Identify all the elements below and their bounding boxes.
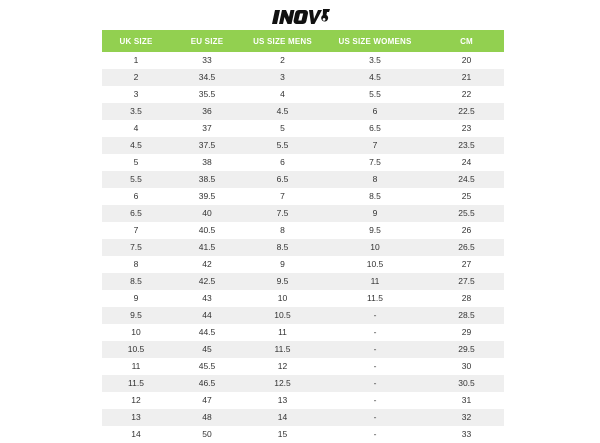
cell-us-size-mens: 10 [244,290,321,307]
cell-eu-size: 45.5 [170,358,244,375]
cell-uk-size: 11.5 [102,375,170,392]
cell-eu-size: 35.5 [170,86,244,103]
cell-cm: 24 [429,154,504,171]
cell-eu-size: 39.5 [170,188,244,205]
cell-cm: 22.5 [429,103,504,120]
cell-eu-size: 42 [170,256,244,273]
cell-us-size-mens: 9 [244,256,321,273]
cell-cm: 31 [429,392,504,409]
cell-cm: 32 [429,409,504,426]
cell-us-size-mens: 2 [244,52,321,69]
cell-us-size-mens: 5 [244,120,321,137]
cell-uk-size: 3 [102,86,170,103]
cell-us-size-womens: - [321,324,429,341]
cell-us-size-mens: 11 [244,324,321,341]
size-chart-table [102,30,504,443]
cell-us-size-womens: 11 [321,273,429,290]
table-row [102,86,504,103]
cell-cm: 20 [429,52,504,69]
table-row [102,154,504,171]
cell-us-size-mens: 7 [244,188,321,205]
cell-uk-size: 9.5 [102,307,170,324]
cell-eu-size: 41.5 [170,239,244,256]
table-row [102,256,504,273]
cell-cm: 26 [429,222,504,239]
cell-us-size-womens: 8 [321,171,429,188]
cell-eu-size: 34.5 [170,69,244,86]
table-row [102,324,504,341]
cell-uk-size: 13 [102,409,170,426]
cell-us-size-mens: 6.5 [244,171,321,188]
cell-us-size-mens: 14 [244,409,321,426]
cell-uk-size: 9 [102,290,170,307]
cell-us-size-mens: 4 [244,86,321,103]
cell-us-size-mens: 4.5 [244,103,321,120]
cell-us-size-womens: 8.5 [321,188,429,205]
cell-us-size-mens: 7.5 [244,205,321,222]
cell-cm: 28.5 [429,307,504,324]
cell-eu-size: 40.5 [170,222,244,239]
cell-cm: 22 [429,86,504,103]
cell-eu-size: 40 [170,205,244,222]
cell-uk-size: 7.5 [102,239,170,256]
cell-uk-size: 4.5 [102,137,170,154]
cell-eu-size: 38 [170,154,244,171]
cell-eu-size: 50 [170,426,244,443]
cell-us-size-womens: - [321,307,429,324]
cell-us-size-mens: 9.5 [244,273,321,290]
cell-uk-size: 11 [102,358,170,375]
column-header-uk-size: UK SIZE [102,30,170,52]
table-row [102,69,504,86]
cell-uk-size: 3.5 [102,103,170,120]
cell-cm: 30 [429,358,504,375]
cell-eu-size: 33 [170,52,244,69]
cell-eu-size: 44 [170,307,244,324]
cell-cm: 24.5 [429,171,504,188]
size-chart-body [102,52,504,443]
cell-us-size-womens: 10 [321,239,429,256]
cell-us-size-womens: - [321,392,429,409]
cell-us-size-womens: - [321,409,429,426]
table-row [102,52,504,69]
cell-cm: 23 [429,120,504,137]
size-chart-header [102,30,504,52]
cell-uk-size: 4 [102,120,170,137]
column-header-eu-size: EU SIZE [170,30,244,52]
cell-eu-size: 43 [170,290,244,307]
cell-us-size-mens: 5.5 [244,137,321,154]
cell-us-size-mens: 15 [244,426,321,443]
cell-uk-size: 5.5 [102,171,170,188]
cell-cm: 29 [429,324,504,341]
cell-us-size-womens: - [321,375,429,392]
cell-eu-size: 36 [170,103,244,120]
table-row [102,358,504,375]
cell-cm: 28 [429,290,504,307]
cell-us-size-mens: 11.5 [244,341,321,358]
header-row [102,30,504,52]
cell-eu-size: 38.5 [170,171,244,188]
cell-us-size-womens: 7.5 [321,154,429,171]
cell-us-size-mens: 12 [244,358,321,375]
cell-cm: 21 [429,69,504,86]
cell-cm: 27.5 [429,273,504,290]
cell-us-size-mens: 3 [244,69,321,86]
column-header-us-size-mens: US SIZE MENS [244,30,321,52]
cell-us-size-womens: 4.5 [321,69,429,86]
table-row [102,137,504,154]
cell-cm: 29.5 [429,341,504,358]
column-header-us-size-womens: US SIZE WOMENS [321,30,429,52]
cell-uk-size: 14 [102,426,170,443]
cell-uk-size: 8 [102,256,170,273]
cell-uk-size: 7 [102,222,170,239]
inov8-logo-icon [271,5,333,27]
cell-eu-size: 42.5 [170,273,244,290]
table-row [102,375,504,392]
table-row [102,222,504,239]
cell-cm: 26.5 [429,239,504,256]
table-row [102,290,504,307]
table-row [102,392,504,409]
column-header-cm: CM [429,30,504,52]
cell-eu-size: 48 [170,409,244,426]
cell-eu-size: 46.5 [170,375,244,392]
cell-uk-size: 2 [102,69,170,86]
cell-uk-size: 8.5 [102,273,170,290]
cell-uk-size: 12 [102,392,170,409]
cell-cm: 27 [429,256,504,273]
cell-eu-size: 37.5 [170,137,244,154]
table-row [102,341,504,358]
cell-us-size-womens: 10.5 [321,256,429,273]
cell-us-size-womens: 9 [321,205,429,222]
cell-us-size-womens: 11.5 [321,290,429,307]
cell-uk-size: 6.5 [102,205,170,222]
cell-eu-size: 47 [170,392,244,409]
cell-us-size-mens: 13 [244,392,321,409]
cell-cm: 30.5 [429,375,504,392]
table-row [102,103,504,120]
cell-us-size-mens: 6 [244,154,321,171]
table-row [102,205,504,222]
cell-eu-size: 45 [170,341,244,358]
table-row [102,120,504,137]
cell-eu-size: 37 [170,120,244,137]
cell-uk-size: 10 [102,324,170,341]
cell-us-size-womens: 9.5 [321,222,429,239]
cell-us-size-womens: 5.5 [321,86,429,103]
cell-us-size-womens: 6 [321,103,429,120]
cell-cm: 25.5 [429,205,504,222]
inov8-logo [271,5,333,27]
table-row [102,239,504,256]
cell-us-size-mens: 10.5 [244,307,321,324]
table-row [102,273,504,290]
cell-uk-size: 6 [102,188,170,205]
cell-us-size-mens: 12.5 [244,375,321,392]
cell-us-size-mens: 8 [244,222,321,239]
table-row [102,426,504,443]
cell-us-size-womens: - [321,358,429,375]
cell-cm: 25 [429,188,504,205]
cell-us-size-womens: - [321,341,429,358]
cell-uk-size: 1 [102,52,170,69]
cell-cm: 33 [429,426,504,443]
cell-us-size-womens: 6.5 [321,120,429,137]
cell-us-size-womens: 3.5 [321,52,429,69]
cell-cm: 23.5 [429,137,504,154]
cell-us-size-womens: 7 [321,137,429,154]
cell-uk-size: 5 [102,154,170,171]
cell-eu-size: 44.5 [170,324,244,341]
cell-uk-size: 10.5 [102,341,170,358]
cell-us-size-womens: - [321,426,429,443]
table-row [102,409,504,426]
cell-us-size-mens: 8.5 [244,239,321,256]
table-row [102,307,504,324]
table-row [102,171,504,188]
table-row [102,188,504,205]
